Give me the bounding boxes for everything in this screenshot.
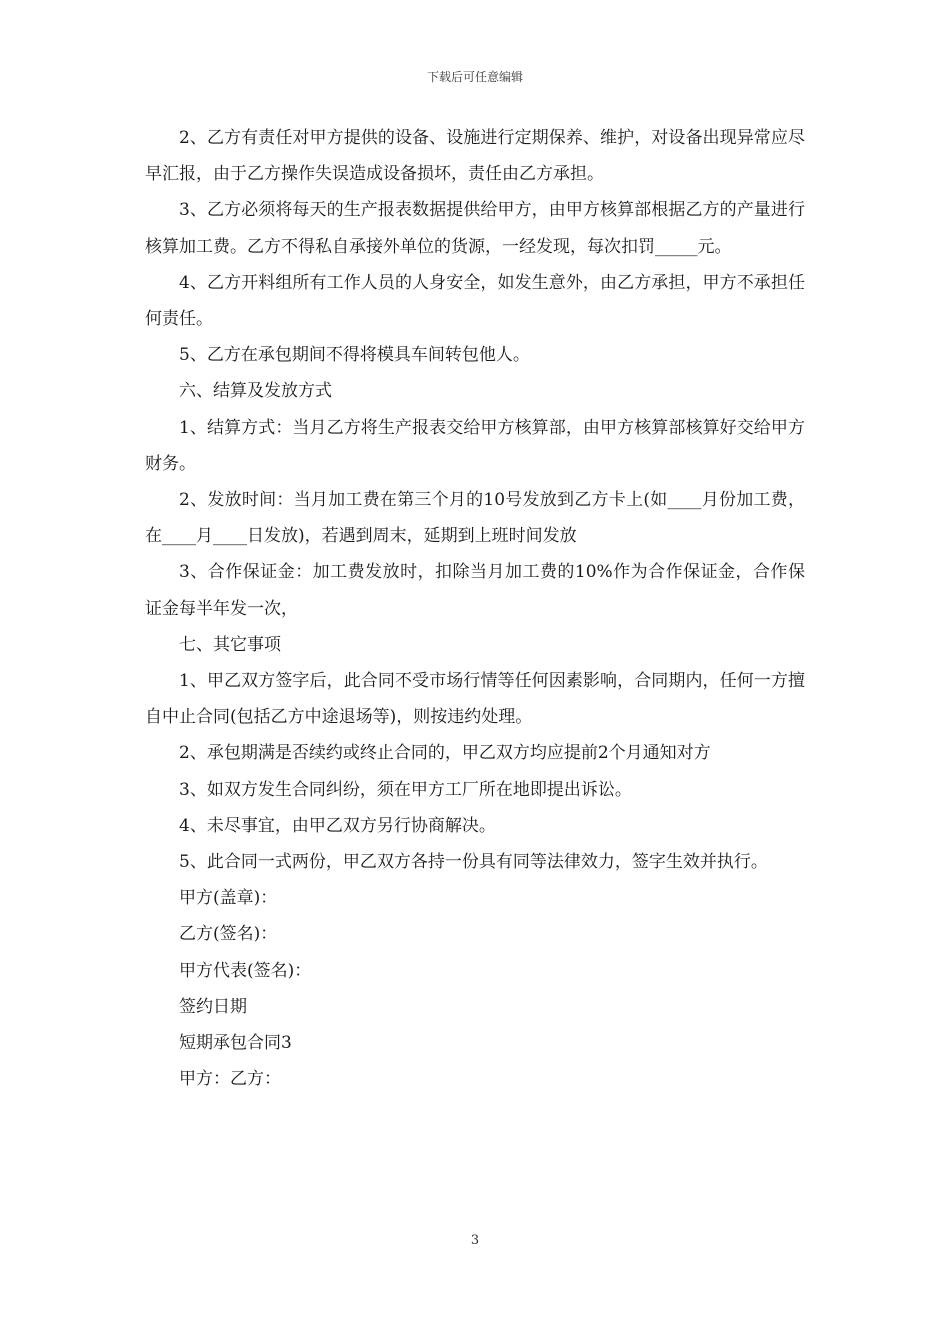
paragraph-8: 3、合作保证金：加工费发放时，扣除当月加工费的10%作为合作保证金，合作保证金每半年发一次，	[145, 562, 805, 619]
paragraph-14: 5、此合同一式两份，甲乙双方各持一份具有同等法律效力，签字生效并执行。	[179, 852, 768, 873]
header-note: 下载后可任意编辑	[426, 70, 523, 84]
paragraph-12: 3、如双方发生合同纠纷，须在甲方工厂所在地即提出诉讼。	[179, 779, 632, 800]
section-heading-settlement: 六、结算及发放方式	[179, 381, 332, 402]
paragraph-11: 2、承包期满是否续约或终止合同的，甲乙双方均应提前2个月通知对方	[179, 743, 711, 764]
paragraph-4: 5、乙方在承包期间不得将模具车间转包他人。	[179, 345, 530, 366]
signature-party-a-seal: 甲方(盖章)：	[179, 888, 278, 909]
document-body	[145, 120, 805, 1097]
paragraph-3: 4、乙方开料组所有工作人员的人身安全，如发生意外，由乙方承担，甲方不承担任何责任。	[145, 272, 805, 330]
paragraph-10: 1、甲乙双方签字后，此合同不受市场行情等任何因素影响，合同期内，任何一方擅自中止合同(包括乙方中途退场等)，则按违约处理。	[145, 671, 805, 728]
paragraph-7: 2、发放时间：当月加工费在第三个月的10号发放到乙方卡上(如____月份加工费，在____月____日发放)，若遇到周末，延期到上班时间发放	[145, 490, 805, 547]
page-number: 3	[470, 1233, 480, 1248]
parties-line: 甲方：乙方：	[179, 1069, 281, 1090]
paragraph-13: 4、未尽事宜，由甲乙双方另行协商解决。	[179, 815, 496, 836]
contract-title: 短期承包合同3	[179, 1033, 292, 1054]
paragraph-6: 1、结算方式：当月乙方将生产报表交给甲方核算部，由甲方核算部核算好交给甲方财务。	[145, 417, 805, 474]
paragraph-2: 3、乙方必须将每天的生产报表数据提供给甲方，由甲方核算部根据乙方的产量进行核算加工费。乙方不得私自承接外单位的货源，一经发现，每次扣罚_____元。	[145, 200, 805, 257]
signing-date: 签约日期	[179, 996, 247, 1017]
signature-party-b: 乙方(签名)：	[179, 924, 278, 945]
signature-party-a-representative: 甲方代表(签名)：	[179, 960, 312, 981]
section-heading-other-matters: 七、其它事项	[179, 634, 281, 655]
paragraph-1: 2、乙方有责任对甲方提供的设备、设施进行定期保养、维护，对设备出现异常应尽早汇报，由于乙方操作失误造成设备损坏，责任由乙方承担。	[145, 128, 805, 185]
